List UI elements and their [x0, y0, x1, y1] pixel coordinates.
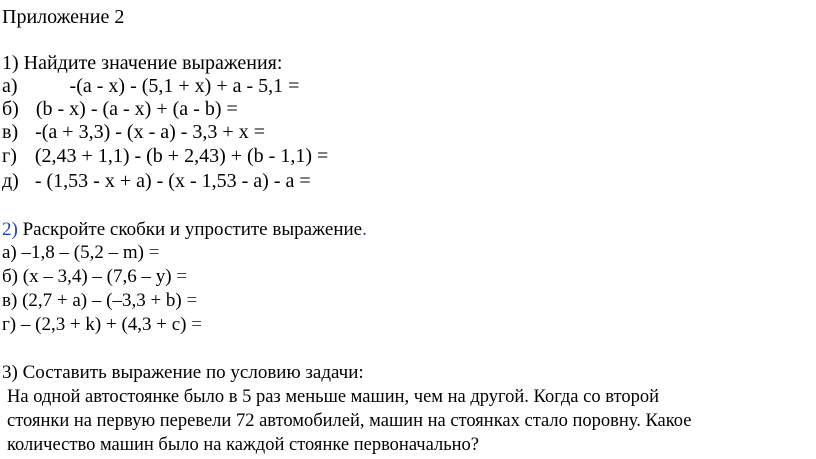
item-label: б) — [2, 266, 18, 287]
item-expression: (2,7 + a) – (–3,3 + b) — [22, 290, 182, 311]
section3-problem-line-2: стоянки на первую перевели 72 автомобилей, машин на стоянках стало поровну. Какое — [7, 411, 692, 431]
item-expression: - (1,53 - x + a) - (x - 1,53 - a) - a = — [34, 170, 311, 192]
item-label: в) — [2, 121, 19, 143]
item-expression: (b - x) - (a - x) + (a - b) = — [35, 98, 238, 120]
item-equals: = — [191, 314, 202, 335]
section3-problem-line-3: количество машин было на каждой стоянке первоначально? — [7, 435, 480, 455]
item-equals: = — [176, 266, 188, 287]
item-label: д) — [2, 170, 19, 192]
item-expression: (2,43 + 1,1) - (b + 2,43) + (b - 1,1) = — [34, 145, 329, 167]
item-label: г) — [2, 314, 17, 335]
section1-item-v — [2, 121, 265, 143]
section1-item-b — [2, 98, 238, 120]
item-equals: = — [148, 242, 160, 263]
section2-item-v — [2, 290, 197, 312]
item-label: а) — [2, 242, 17, 263]
section2-item-g — [2, 314, 202, 336]
section1-heading: 1) Найдите значение выражения: — [2, 52, 283, 74]
appendix-title: Приложение 2 — [2, 6, 125, 28]
section1-item-g — [2, 145, 328, 167]
section2-heading — [2, 219, 367, 241]
item-expression: (x – 3,4) – (7,6 – y) — [22, 266, 172, 287]
item-label: г) — [2, 145, 17, 167]
item-label: б) — [2, 98, 19, 120]
section1-item-d — [2, 170, 311, 192]
item-expression: – (2,3 + k) + (4,3 + c) — [20, 314, 187, 335]
section2-number: 2) — [2, 219, 18, 240]
section3-problem-line-1: На одной автостоянке было в 5 раз меньше машин, чем на другой. Когда со второй — [7, 387, 659, 407]
item-expression: -(a + 3,3) - (x - a) - 3,3 + x = — [35, 121, 265, 143]
section2-heading-text: Раскройте скобки и упростите выражение — [22, 219, 363, 240]
section3-heading: 3) Составить выражение по условию задачи: — [2, 362, 364, 383]
item-label: в) — [2, 290, 18, 311]
section1-item-a — [2, 75, 299, 97]
item-expression: –1,8 – (5,2 – m) — [21, 242, 144, 263]
item-label: а) — [2, 75, 18, 97]
item-equals: = — [186, 290, 198, 311]
section2-item-b — [2, 266, 187, 288]
item-expression: -(a - x) - (5,1 + x) + a - 5,1 = — [69, 75, 300, 97]
section2-period: . — [362, 219, 367, 240]
section2-item-a — [2, 242, 159, 264]
